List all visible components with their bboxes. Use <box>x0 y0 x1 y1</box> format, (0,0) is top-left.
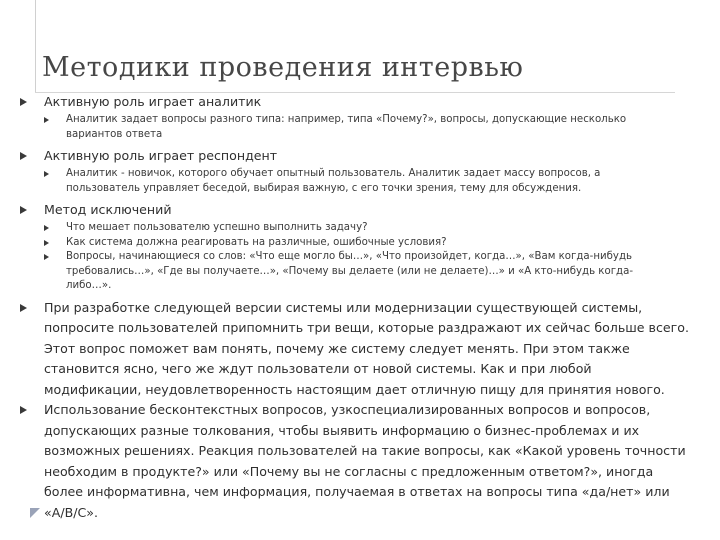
sub-bullet-item <box>0 221 700 236</box>
bullet-arrow-icon <box>20 98 27 106</box>
bullet-item <box>0 93 700 111</box>
sub-bullet-item <box>0 167 700 196</box>
bullet-text: Активную роль играет аналитик <box>44 94 262 109</box>
sub-bullet-text: Аналитик задает вопросы разного типа: например, типа «Почему?», вопросы, допускающие несколько вариантов ответа <box>66 114 627 140</box>
bullet-text: Активную роль играет респондент <box>44 148 278 163</box>
sub-bullet-arrow-icon <box>44 171 49 177</box>
sub-bullet-arrow-icon <box>44 225 49 231</box>
sub-bullet-text: Аналитик - новичок, которого обучает опытный пользователь. Аналитик задает массу вопросов, а пользователь управляет беседой, выбирая важную, с его точки зрения, тему для обсуждения. <box>66 168 601 194</box>
bullet-text: Использование бесконтекстных вопросов, узкоспециализированных вопросов и вопросов, допускающих разные толкования, чтобы выявить информацию о бизнес-проблемах и их возможных решениях. Реакция пользователей на такие вопросы, как «Какой уровень точности необходим в продукте?» или «Почему вы не согласны с предложенным ответом?», иногда более информативна, чем информация, получаемая в ответах на вопросы типа «да/нет» или «А/В/С». <box>44 402 686 520</box>
bullet-arrow-icon <box>20 206 27 214</box>
sub-bullet-arrow-icon <box>44 240 49 246</box>
slide-body <box>0 93 700 523</box>
decorative-vertical-line <box>35 0 36 92</box>
bullet-text: Метод исключений <box>44 202 172 217</box>
sub-bullet-item <box>0 250 700 294</box>
bullet-item <box>0 147 700 165</box>
bullet-text: При разработке следующей версии системы или модернизации существующей системы, попросите пользователей припомнить три вещи, которые раздражают их сейчас больше всего. Этот вопрос поможет вам понять, почему же систему следует менять. При этом также становится ясно, чего же ждут пользователи от новой системы. Как и при любой модификации, неудовлетворенность настоящим дает отличную пищу для принятия нового. <box>44 299 689 397</box>
bullet-item <box>0 400 700 523</box>
sub-bullet-arrow-icon <box>44 254 49 260</box>
sub-bullet-text: Что мешает пользователю успешно выполнить задачу? <box>66 222 368 233</box>
sub-bullet-item <box>0 113 700 142</box>
bullet-item <box>0 201 700 219</box>
sub-bullet-text: Вопросы, начинающиеся со слов: «Что еще могло бы…», «Что произойдет, когда…», «Вам когда-нибудь требовались…», «Где вы получаете…», «Почему вы делаете (или не делаете)…» и «А кто-нибудь когда-либо…». <box>66 251 634 291</box>
sub-bullet-text: Как система должна реагировать на различные, ошибочные условия? <box>66 236 447 248</box>
slide-title: Методики проведения интервью <box>42 52 524 83</box>
slide-corner-icon <box>29 507 41 519</box>
bullet-arrow-icon <box>20 406 27 414</box>
bullet-arrow-icon <box>20 152 27 160</box>
bullet-arrow-icon <box>20 304 27 312</box>
bullet-item <box>0 298 700 401</box>
sub-bullet-arrow-icon <box>44 117 49 123</box>
sub-bullet-item <box>0 236 700 251</box>
